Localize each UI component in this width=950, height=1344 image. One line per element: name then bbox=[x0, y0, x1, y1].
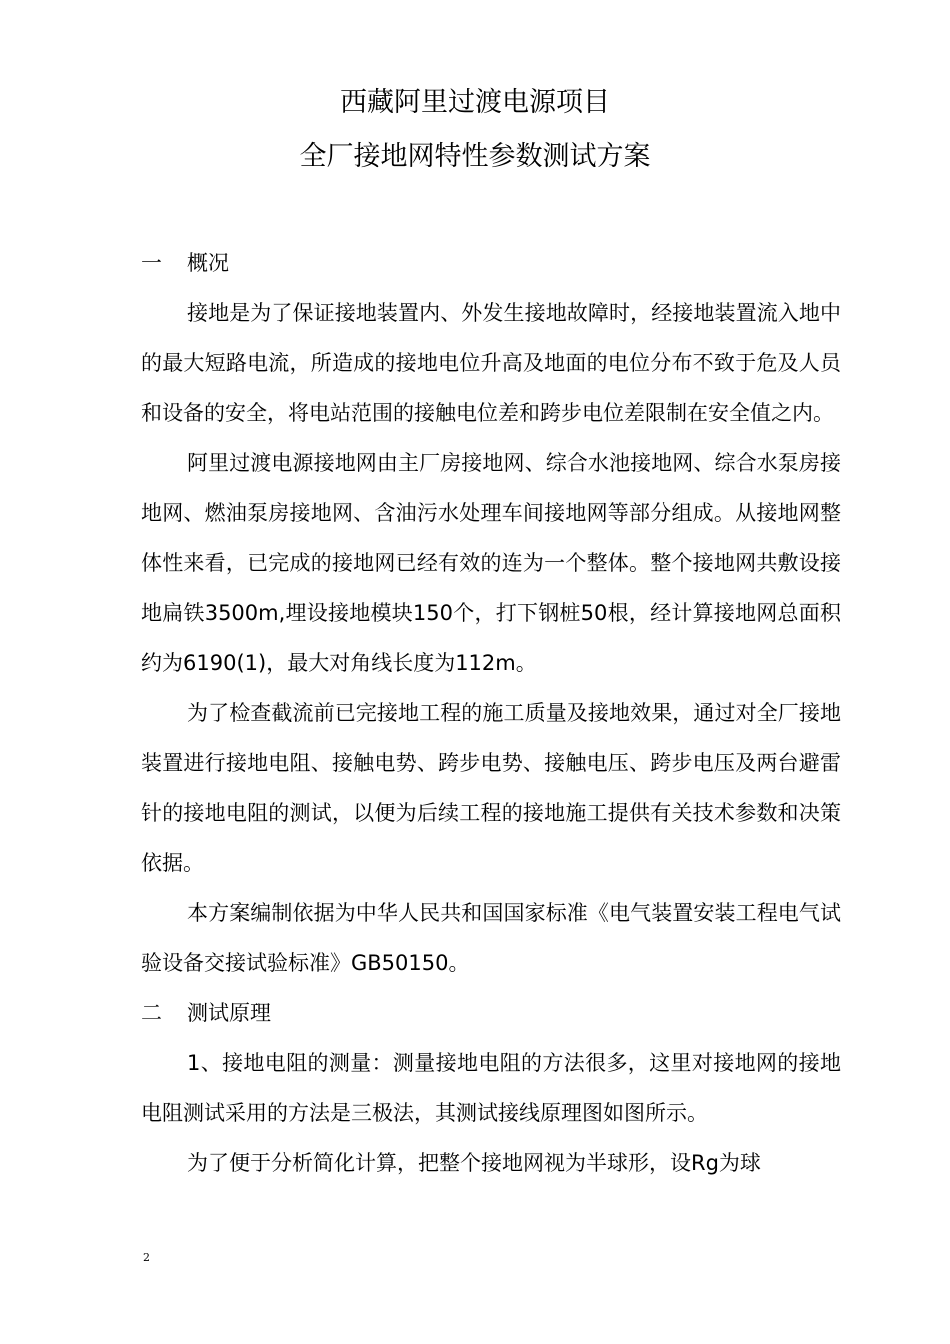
document-title-line-2: 全厂接地网特性参数测试方案 bbox=[299, 141, 651, 172]
section-number: 二 bbox=[141, 1001, 162, 1025]
paragraph: 阿里过渡电源接地网由主厂房接地网、综合水池接地网、综合水泵房接地网、燃油泵房接地网、含油污水处理车间接地网等部分组成。从接地网整体性来看，已完成的接地网已经有效的连为一个整体。整个接地网共敷设接地扁铁3500m,埋设接地模块150个，打下钢桩50根，经计算接地网总面积约为6190(1)，最大对角线长度为112m。 bbox=[141, 451, 841, 675]
paragraph: 接地是为了保证接地装置内、外发生接地故障时，经接地装置流入地中的最大短路电流，所造成的接地电位升高及地面的电位分布不致于危及人员和设备的安全，将电站范围的接触电位差和跨步电位差限制在安全值之内。 bbox=[141, 301, 841, 425]
section-heading-text: 测试原理 bbox=[187, 1001, 271, 1025]
document-title-line-1: 西藏阿里过渡电源项目 bbox=[340, 87, 610, 118]
paragraph: 1、接地电阻的测量：测量接地电阻的方法很多，这里对接地网的接地电阻测试采用的方法是三极法，其测试接线原理图如图所示。 bbox=[141, 1051, 841, 1125]
section-heading-overview bbox=[141, 238, 841, 288]
paragraph: 本方案编制依据为中华人民共和国国家标准《电气装置安装工程电气试验设备交接试验标准》GB50150。 bbox=[141, 901, 841, 975]
page-number: 2 bbox=[143, 1251, 150, 1264]
document-body bbox=[141, 238, 841, 1188]
section-heading-text: 概况 bbox=[187, 251, 229, 275]
section-heading-test-principle bbox=[141, 988, 841, 1038]
paragraph: 为了检查截流前已完接地工程的施工质量及接地效果，通过对全厂接地装置进行接地电阻、接触电势、跨步电势、接触电压、跨步电压及两台避雷针的接地电阻的测试，以便为后续工程的接地施工提供有关技术参数和决策依据。 bbox=[141, 701, 841, 875]
section-number: 一 bbox=[141, 251, 162, 275]
paragraph: 为了便于分析简化计算，把整个接地网视为半球形，设Rg为球 bbox=[187, 1151, 761, 1175]
